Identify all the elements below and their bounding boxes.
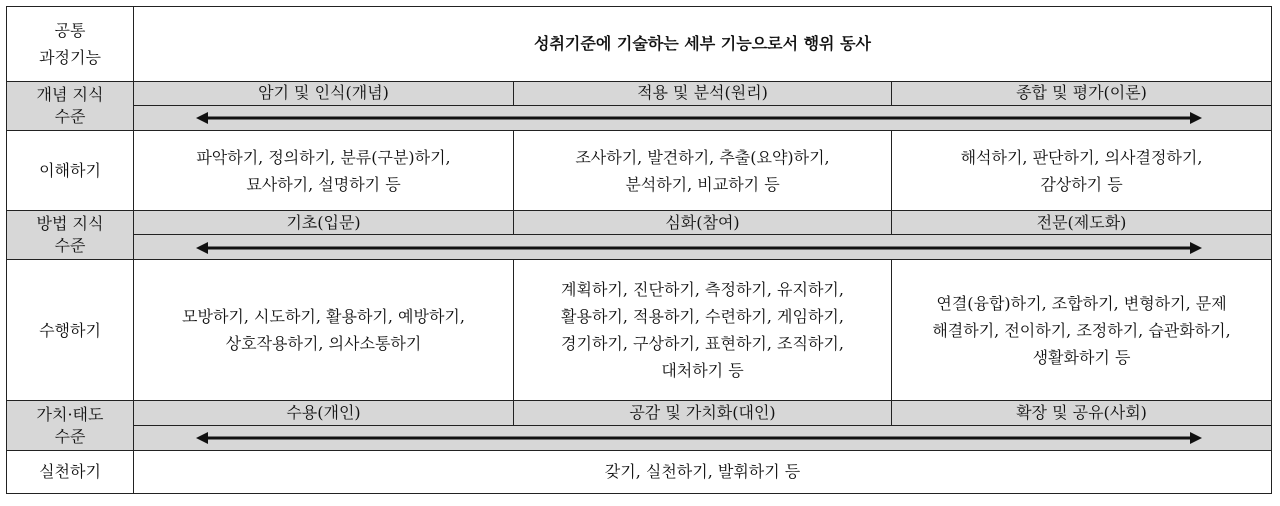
section2-verbs-2 — [514, 260, 892, 401]
verb-line: 모방하기, 시도하기, 활용하기, 예방하기, — [182, 307, 465, 327]
double-arrow-icon — [134, 106, 1271, 129]
section1-level-row — [7, 81, 1272, 105]
section2-verbs-row — [7, 260, 1272, 401]
verb-line: 감상하기 등 — [1040, 174, 1123, 194]
corner-line-1: 공통 — [54, 20, 86, 40]
section1-skill: 이해하기 — [7, 131, 134, 211]
section1-level-3: 종합 및 평가(이론) — [892, 81, 1272, 105]
section1-verbs-row — [7, 131, 1272, 211]
verb-line: 해결하기, 전이하기, 조정하기, 습관화하기, — [932, 320, 1231, 340]
section2-category-line1: 방법 지식 — [36, 214, 104, 234]
section1-verbs-3 — [892, 131, 1272, 211]
section2-category-line2: 수준 — [54, 236, 86, 256]
verb-line: 생활화하기 등 — [1032, 347, 1131, 367]
section2-level-3: 전문(제도화) — [892, 211, 1272, 235]
section2-verbs-1 — [134, 260, 514, 401]
section3-verbs-merged: 갖기, 실천하기, 발휘하기 등 — [134, 450, 1272, 493]
verb-line: 경기하기, 구상하기, 표현하기, 조직하기, — [561, 334, 844, 354]
corner-line-2: 과정기능 — [39, 47, 101, 67]
section1-category-line1: 개념 지식 — [36, 84, 104, 104]
verb-line: 조사하기, 발견하기, 추출(요약)하기, — [575, 147, 830, 167]
double-arrow-icon — [134, 426, 1271, 449]
double-arrow-icon — [134, 236, 1271, 259]
section3-arrow-row — [7, 425, 1272, 450]
section3-level-2: 공감 및 가치화(대인) — [514, 401, 892, 425]
verb-line: 묘사하기, 설명하기 등 — [246, 174, 401, 194]
section2-verbs-3 — [892, 260, 1272, 401]
section1-verbs-2 — [514, 131, 892, 211]
section2-level-1: 기초(입문) — [134, 211, 514, 235]
section1-arrow-row — [7, 105, 1272, 130]
section3-arrow-cell — [134, 425, 1272, 450]
section2-arrow-cell — [134, 235, 1272, 260]
competency-table — [6, 6, 1272, 494]
section1-arrow-cell — [134, 105, 1272, 130]
section2-arrow-row — [7, 235, 1272, 260]
table-title: 성취기준에 기술하는 세부 기능으로서 행위 동사 — [134, 7, 1272, 82]
section3-level-3: 확장 및 공유(사회) — [892, 401, 1272, 425]
section1-category-line2: 수준 — [54, 106, 86, 126]
corner-cell — [7, 7, 134, 82]
verb-line: 연결(융합)하기, 조합하기, 변형하기, 문제 — [936, 293, 1227, 313]
section3-category-line1: 가치·태도 — [36, 404, 104, 424]
header-row — [7, 7, 1272, 82]
section3-category — [7, 401, 134, 450]
section1-level-1: 암기 및 인식(개념) — [134, 81, 514, 105]
verb-line: 계획하기, 진단하기, 측정하기, 유지하기, — [561, 280, 844, 300]
section1-category — [7, 81, 134, 130]
section2-category — [7, 211, 134, 260]
section3-verbs-row — [7, 450, 1272, 493]
verb-line: 활용하기, 적용하기, 수련하기, 게임하기, — [561, 307, 844, 327]
section3-level-row — [7, 401, 1272, 425]
competency-table-frame — [6, 6, 1271, 494]
section2-skill: 수행하기 — [7, 260, 134, 401]
section1-level-2: 적용 및 분석(원리) — [514, 81, 892, 105]
verb-line: 분석하기, 비교하기 등 — [625, 174, 780, 194]
verb-line: 해석하기, 판단하기, 의사결정하기, — [960, 147, 1203, 167]
section3-skill: 실천하기 — [7, 450, 134, 493]
section3-category-line2: 수준 — [54, 426, 86, 446]
verb-line: 대처하기 등 — [661, 361, 744, 381]
verb-line: 파악하기, 정의하기, 분류(구분)하기, — [196, 147, 451, 167]
section3-level-1: 수용(개인) — [134, 401, 514, 425]
section2-level-2: 심화(참여) — [514, 211, 892, 235]
section2-level-row — [7, 211, 1272, 235]
verb-line: 상호작용하기, 의사소통하기 — [225, 334, 422, 354]
section1-verbs-1 — [134, 131, 514, 211]
